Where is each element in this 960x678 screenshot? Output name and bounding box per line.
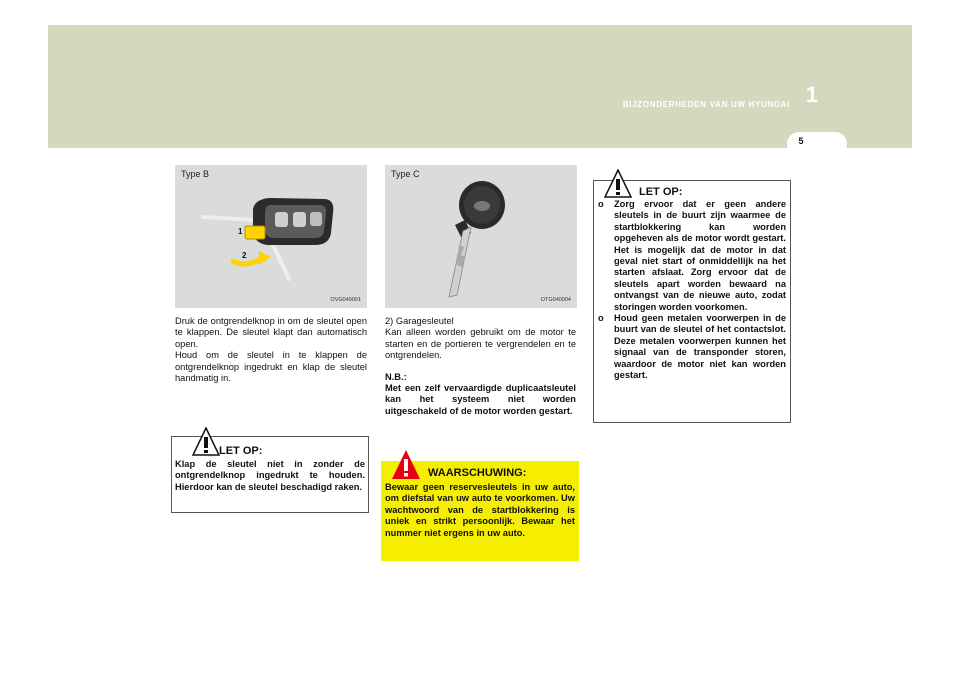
figure-code: OVG049001 — [330, 297, 361, 303]
section-title: BIJZONDERHEDEN VAN UW HYUNDAI — [622, 100, 790, 109]
figure-type-label: Type B — [181, 169, 210, 179]
warning-triangle-icon — [192, 427, 220, 457]
warning-title: WAARSCHUWING: — [428, 467, 527, 479]
list-item — [598, 199, 786, 313]
figure-type-c — [385, 165, 577, 308]
caution-list — [598, 199, 786, 382]
nb-text: Met een zelf vervaardigde duplicaatsleutel kan het systeem niet worden uitgeschakeld of de motor worden gestart. — [385, 383, 576, 416]
warning-triangle-icon — [391, 449, 421, 481]
col1-text — [175, 316, 367, 384]
caution-box — [171, 436, 369, 513]
callout-1: 1 — [238, 227, 243, 236]
callout-2: 2 — [242, 251, 247, 260]
garage-key-image — [385, 165, 577, 308]
col2-text — [385, 316, 576, 417]
subheading: 2) Garagesleutel — [385, 316, 454, 326]
figure-type-b — [175, 165, 367, 308]
nb-title: N.B.: — [385, 371, 407, 382]
warning-text: Bewaar geen reservesleutels in uw auto, om diefstal van uw auto te voorkomen. Uw wachtwoord van de startblokkering is uniek en strikt persoonlijk. Bewaar het nummer niet ergens in uw auto. — [385, 482, 575, 538]
caution-text: Klap de sleutel niet in zonder de ontgrendelknop ingedrukt te houden. Hierdoor kan de sleutel beschadigd raken. — [175, 459, 365, 492]
list-item-text: Houd geen metalen voorwerpen in de buurt van de sleutel of het contactslot. Deze metalen voorwerpen kunnen het signaal van de transponder storen, waardoor de motor niet kan worden gestart. — [614, 313, 786, 381]
caution-title: LET OP: — [639, 186, 683, 198]
bullet: o — [598, 199, 604, 209]
bullet: o — [598, 313, 604, 324]
chapter-number: 1 — [805, 82, 818, 107]
warning-triangle-icon — [604, 169, 632, 199]
figure-type-label: Type C — [391, 169, 420, 179]
caution-box-immobilizer — [593, 180, 791, 423]
page-number: 5 — [798, 136, 804, 146]
header-band — [48, 25, 912, 148]
paragraph: Houd om de sleutel in te klappen de ontgrendelknop ingedrukt en klap de sleutel handmatig in. — [175, 350, 367, 384]
paragraph: Druk de ontgrendelknop in om de sleutel open te klappen. De sleutel klapt dan automatisch open. — [175, 316, 367, 349]
paragraph: Kan alleen worden gebruikt om de motor te starten en de portieren te vergrendelen en te ontgrendelen. — [385, 327, 576, 361]
warning-box — [381, 461, 579, 561]
list-item — [598, 313, 786, 381]
list-item-text: Zorg ervoor dat er geen andere sleutels in de buurt zijn waarmee de startblokkering kan worden opgeheven als de motor wordt gestart. Het is mogelijk dat de motor in dat geval niet start of onmiddellijk na het starten afslaat. Zorg ervoor dat de sleutels apart worden bewaard na ontvangst van de nieuwe auto, zodat storingen worden voorkomen. — [614, 199, 786, 312]
folding-key-image — [175, 165, 367, 308]
caution-title: LET OP: — [219, 445, 263, 457]
figure-code: OTG040004 — [540, 297, 571, 303]
